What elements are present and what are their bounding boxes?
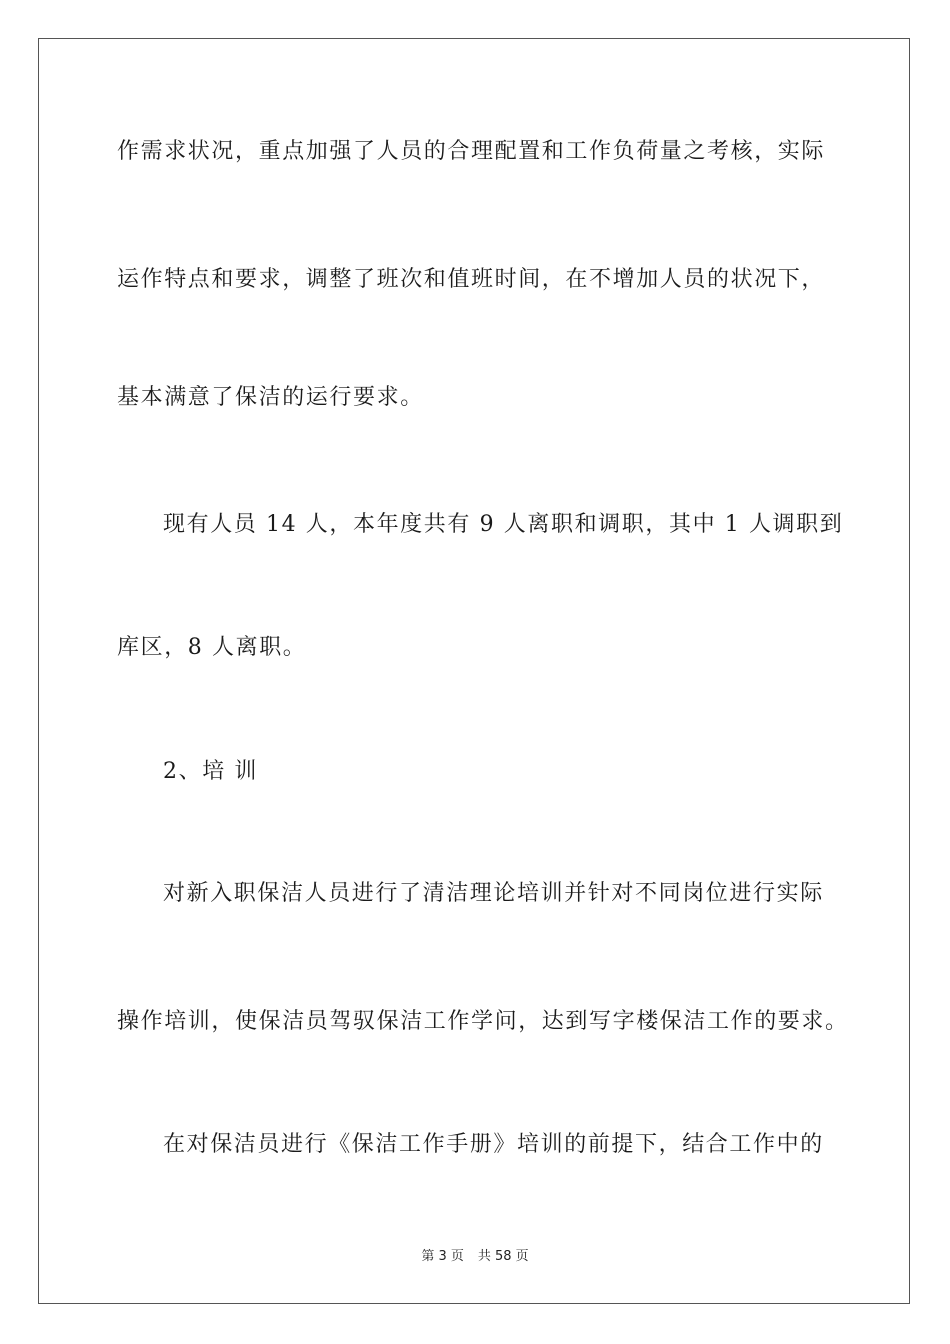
- paragraph-line-7: 操作培训，使保洁员驾驭保洁工作学问，达到写字楼保洁工作的要求。: [117, 1009, 849, 1034]
- paragraph-line-6: 对新入职保洁人员进行了清洁理论培训并针对不同岗位进行实际: [163, 881, 824, 906]
- paragraph-line-8: 在对保洁员进行《保洁工作手册》培训的前提下，结合工作中的: [163, 1132, 824, 1157]
- paragraph-line-1: 作需求状况，重点加强了人员的合理配置和工作负荷量之考核，实际: [117, 139, 826, 164]
- total-pages: 共 58 页: [477, 1249, 529, 1264]
- page-number: 第 3 页: [421, 1249, 464, 1264]
- page-footer: [0, 1248, 950, 1266]
- page-border: [38, 38, 910, 1304]
- paragraph-line-4: 现有人员 14 人，本年度共有 9 人离职和调职，其中 1 人调职到: [163, 512, 844, 537]
- paragraph-line-5: 库区，8 人离职。: [117, 635, 307, 660]
- paragraph-line-3: 基本满意了保洁的运行要求。: [117, 385, 424, 410]
- section-heading: 2、培 训: [163, 759, 258, 784]
- paragraph-line-2: 运作特点和要求，调整了班次和值班时间，在不增加人员的状况下，: [117, 267, 826, 292]
